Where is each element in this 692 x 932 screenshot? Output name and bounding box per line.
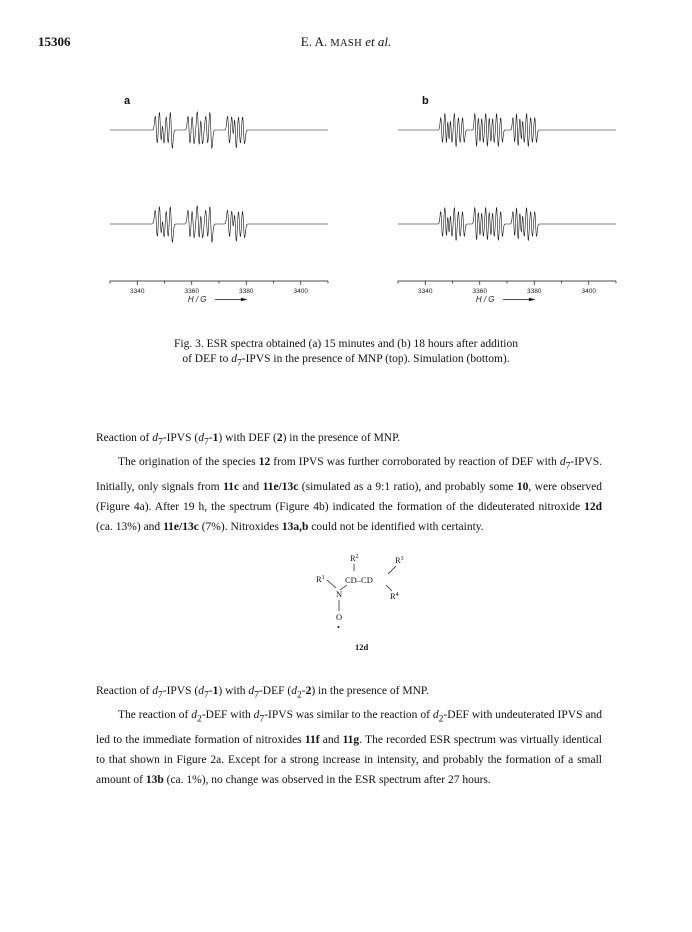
x-tick-label: 3400 — [581, 288, 596, 295]
structure-drawing — [300, 553, 420, 653]
section-reaction-d7ipvs-d2def — [96, 681, 602, 790]
arrowhead-icon — [529, 298, 536, 301]
running-head: E. A. MASH et al. — [300, 34, 392, 49]
chemical-structure-12d — [300, 553, 420, 653]
esr-spectra-figure — [100, 82, 620, 314]
x-tick-label: 3380 — [527, 288, 542, 295]
structure-nitrogen: N — [336, 589, 343, 599]
x-axis-label: H / G — [187, 295, 207, 304]
structure-backbone: CD–CD — [345, 575, 373, 585]
x-axis-label: H / G — [475, 295, 495, 304]
panel-label-b: b — [422, 95, 429, 107]
figure-3 — [100, 82, 620, 314]
structure-r3: $R^3$ — [395, 555, 404, 565]
structure-label: 12d — [355, 642, 369, 652]
experimental-spectrum-b — [398, 114, 616, 147]
structure-radical-dot: • — [337, 622, 340, 632]
simulated-spectrum-a — [110, 206, 328, 242]
page-number: 15306 — [38, 34, 71, 49]
panel-label-a: a — [124, 95, 131, 107]
body-paragraph: The reaction of $d_2$-DEF with $d_7$-IPVS was similar to the reaction of $d_2$-DEF with undeuterated IPVS and led to the immediate formation of nitroxides 11f and 11g. The recorded ESR spectrum was virtually identical to that shown in Figure 2a. Except for a strong increase in intensity, and probably the formation of a small amount of 13b (ca. 1%), no change was observed in the ESR spectrum after 27 hours. — [96, 709, 602, 786]
experimental-spectrum-a — [110, 112, 328, 148]
figure-caption — [96, 337, 596, 370]
simulated-spectrum-b — [398, 208, 616, 241]
arrowhead-icon — [241, 298, 248, 301]
caption-line-2: of DEF to $d_7$-IPVS in the presence of MNP (top). Simulation (bottom). — [182, 353, 510, 369]
section-heading: Reaction of $d_7$-IPVS $(d_7-1)$ with $d_7$-DEF $(d_2-2)$ in the presence of MNP. — [96, 685, 429, 701]
caption-line-1: Fig. 3. ESR spectra obtained (a) 15 minutes and (b) 18 hours after addition — [174, 338, 518, 350]
structure-r2: $R^2$ — [350, 553, 359, 563]
x-tick-label: 3360 — [472, 288, 487, 295]
x-tick-label: 3340 — [130, 288, 145, 295]
x-tick-label: 3360 — [184, 288, 199, 295]
structure-oxygen: O — [336, 612, 343, 622]
x-tick-label: 3340 — [418, 288, 433, 295]
structure-r4: $R^4$ — [390, 591, 399, 601]
body-paragraph: The origination of the species 12 from IPVS was further corroborated by reaction of DEF with $d_7$-IPVS. Initially, only signals from 11c and 11e/13c (simulated as a 9:1 ratio), and probably some 10, were observed (Figure 4a). After 19 h, the spectrum (Figure 4b) indicated the formation of the dideuterated nitroxide 12d (ca. 13%) and 11e/13c (7%). Nitroxides 13a,b could not be identified with certainty. — [96, 456, 603, 533]
structure-r1: $R^1$ — [316, 574, 325, 584]
section-heading: Reaction of $d_7$-IPVS $(d_7-1)$ with DEF (2) in the presence of MNP. — [96, 432, 401, 448]
x-tick-label: 3380 — [239, 288, 254, 295]
section-reaction-d7ipvs-def — [96, 428, 602, 537]
x-tick-label: 3400 — [293, 288, 308, 295]
